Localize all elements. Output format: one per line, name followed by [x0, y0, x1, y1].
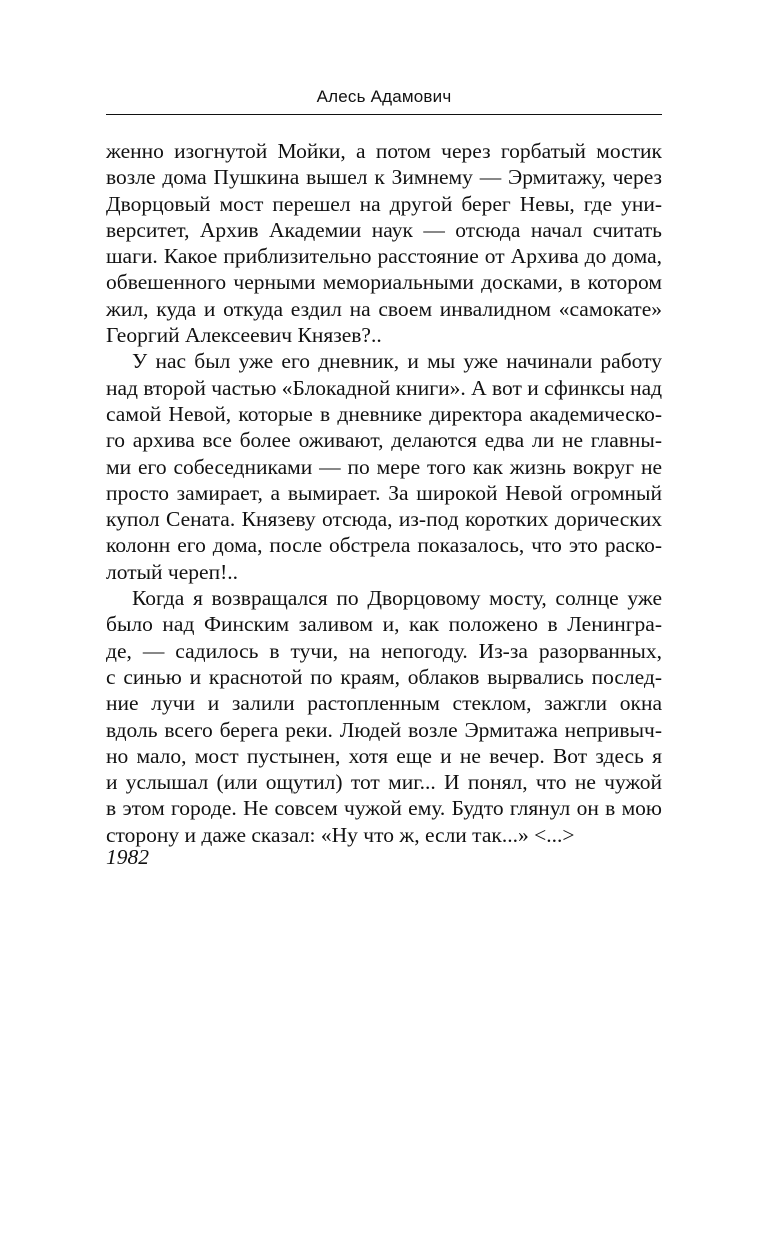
- text-line: вдоль всего берега реки. Людей возле Эрмитажа непривыч-: [106, 717, 662, 742]
- text-line: в этом городе. Не совсем чужой ему. Будто глянул он в мою: [106, 796, 662, 821]
- running-header-author: Алесь Адамович: [316, 87, 452, 106]
- text-line: шаги. Какое приблизительно расстояние от Архива до дома,: [106, 244, 662, 269]
- text-line: У нас был уже его дневник, и мы уже начинали работу: [132, 349, 662, 374]
- text-line: с синью и краснотой по краям, облаков вырвались послед-: [106, 664, 662, 689]
- paragraph: [106, 138, 662, 348]
- text-line: лотый череп!..: [106, 559, 238, 584]
- text-line: самой Невой, которые в дневнике директора академическо-: [106, 401, 662, 426]
- main-text: [106, 138, 662, 848]
- text-line: Дворцовый мост перешел на другой берег Невы, где уни-: [106, 191, 662, 216]
- text-line: женно изогнутой Мойки, а потом через горбатый мостик: [106, 139, 662, 163]
- text-line: де, — садилось в тучи, на непогоду. Из-за разорванных,: [106, 638, 662, 663]
- text-line: го архива все более оживают, делаются едва ли не главны-: [106, 428, 662, 453]
- text-line: Георгий Алексеевич Князев?..: [106, 323, 382, 348]
- text-line: купол Сената. Князеву отсюда, из-под коротких дорических: [106, 507, 662, 532]
- text-line: но мало, мост пустынен, хотя еще и не вечер. Вот здесь я: [106, 743, 662, 768]
- date-signature: 1982: [106, 845, 149, 869]
- text-line: ние лучи и залили растопленным стеклом, зажгли окна: [106, 691, 662, 716]
- text-line: было над Финским заливом и, как положено в Ленингра-: [106, 612, 662, 637]
- text-line: верситет, Архив Академии наук — отсюда начал считать: [106, 217, 662, 242]
- paragraph: [106, 348, 662, 585]
- text-line: колонн его дома, после обстрела показалось, что это раско-: [106, 533, 662, 558]
- paragraph: [106, 585, 662, 848]
- text-line: обвешенного черными мемориальными досками, в котором: [106, 270, 662, 295]
- header-divider: [106, 114, 662, 115]
- text-line: возле дома Пушкина вышел к Зимнему — Эрмитажу, через: [106, 165, 662, 190]
- text-line: Когда я возвращался по Дворцовому мосту, солнце уже: [132, 586, 662, 611]
- text-line: и услышал (или ощутил) тот миг... И понял, что не чужой: [106, 770, 662, 795]
- text-line: сторону и даже сказал: «Ну что ж, если так...» <...>: [106, 822, 575, 847]
- text-line: жил, куда и откуда ездил на своем инвалидном «самокате»: [106, 296, 662, 321]
- text-line: ми его собеседниками — по мере того как жизнь вокруг не: [106, 454, 662, 479]
- text-line: над второй частью «Блокадной книги». А вот и сфинксы над: [106, 375, 663, 400]
- text-line: просто замирает, а вымирает. За широкой Невой огромный: [106, 480, 662, 505]
